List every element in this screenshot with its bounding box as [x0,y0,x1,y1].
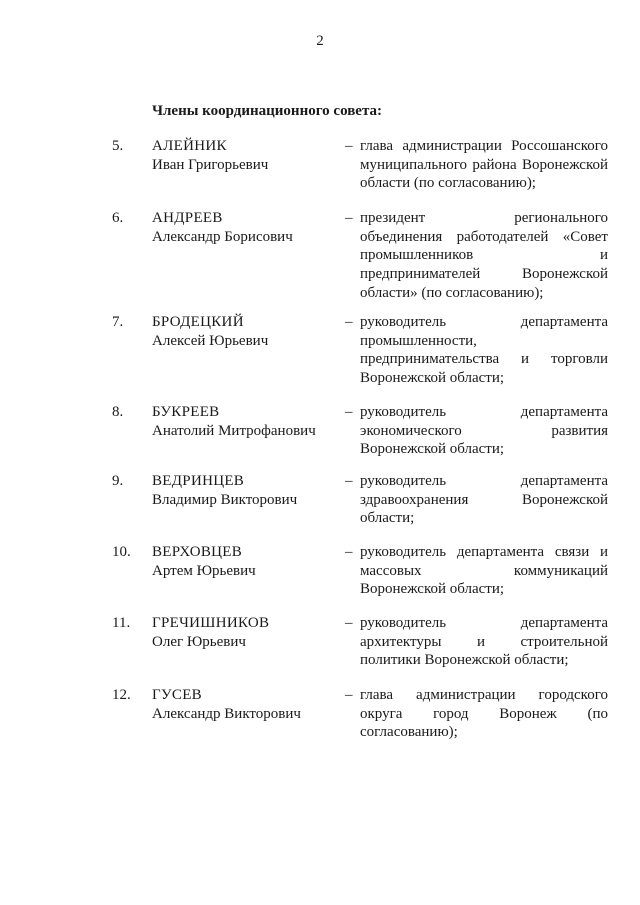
member-surname: ГРЕЧИШНИКОВ [152,615,270,631]
member-surname: ГУСЕВ [152,687,202,703]
member-surname: АЛЕЙНИК [152,138,227,154]
position-line: массовых коммуникаций [360,562,608,579]
member-given-name: Александр Борисович [152,228,293,245]
member-name [152,472,342,509]
member-name [152,313,342,350]
dash-separator: – [345,314,353,330]
member-position [360,313,608,388]
member-number: 8. [112,404,124,420]
member-name [152,543,342,580]
member-given-name: Артем Юрьевич [152,562,256,579]
dash-separator: – [345,138,353,154]
member-given-name: Александр Викторович [152,705,301,722]
position-line: области» (по согласованию); [360,284,544,301]
dash-separator: – [345,210,353,226]
position-line: политики Воронежской области; [360,652,569,669]
dash-separator: – [345,404,353,420]
position-line: области (по согласованию); [360,175,536,192]
position-line: руководитель департамента [360,615,608,631]
dash-separator: – [345,473,353,489]
position-line: промышленности, [360,332,477,349]
member-surname: ВЕРХОВЦЕВ [152,544,243,560]
member-surname: БРОДЕЦКИЙ [152,314,244,330]
position-line: округа город Воронеж (по [360,705,608,722]
position-line: руководитель департамента [360,314,608,330]
member-given-name: Олег Юрьевич [152,633,246,650]
position-line: объединения работодателей «Совет [360,228,608,245]
position-line: предпринимателей Воронежской [360,266,608,283]
position-line: Воронежской области; [360,581,505,598]
member-name [152,209,342,246]
position-line: руководитель департамента [360,473,608,489]
member-position [360,137,608,193]
member-position [360,614,608,670]
position-line: глава администрации Россошанского [360,138,608,154]
member-name [152,686,342,723]
member-given-name: Владимир Викторович [152,491,298,508]
member-name [152,137,342,174]
position-line: глава администрации городского [360,687,608,703]
member-given-name: Алексей Юрьевич [152,332,269,349]
page-number: 2 [316,33,324,49]
member-number: 6. [112,210,124,226]
position-line: согласованию); [360,724,458,741]
member-name [152,614,342,651]
member-position [360,472,608,528]
position-line: руководитель департамента связи и [360,544,608,560]
member-number: 9. [112,473,124,489]
section-title: Члены координационного совета: [152,103,382,119]
member-number: 7. [112,314,124,330]
member-surname: ВЕДРИНЦЕВ [152,473,245,489]
member-number: 11. [112,615,131,631]
position-line: Воронежской области; [360,441,505,458]
dash-separator: – [345,687,353,703]
member-position [360,686,608,742]
member-given-name: Иван Григорьевич [152,156,269,173]
position-line: экономического развития [360,422,608,439]
member-position [360,209,608,303]
member-number: 10. [112,544,131,560]
dash-separator: – [345,615,353,631]
position-line: промышленников и [360,247,608,264]
member-position [360,543,608,599]
position-line: руководитель департамента [360,404,608,420]
position-line: архитектуры и строительной [360,633,608,650]
position-line: президент регионального [360,210,608,226]
member-position [360,403,608,459]
dash-separator: – [345,544,353,560]
position-line: Воронежской области; [360,370,505,387]
position-line: предпринимательства и торговли [360,351,608,368]
position-line: области; [360,510,415,527]
member-number: 12. [112,687,131,703]
member-name [152,403,342,440]
position-line: муниципального района Воронежской [360,156,608,173]
member-number: 5. [112,138,124,154]
member-surname: БУКРЕЕВ [152,404,220,420]
member-given-name: Анатолий Митрофанович [152,422,316,439]
member-surname: АНДРЕЕВ [152,210,223,226]
position-line: здравоохранения Воронежской [360,491,608,508]
